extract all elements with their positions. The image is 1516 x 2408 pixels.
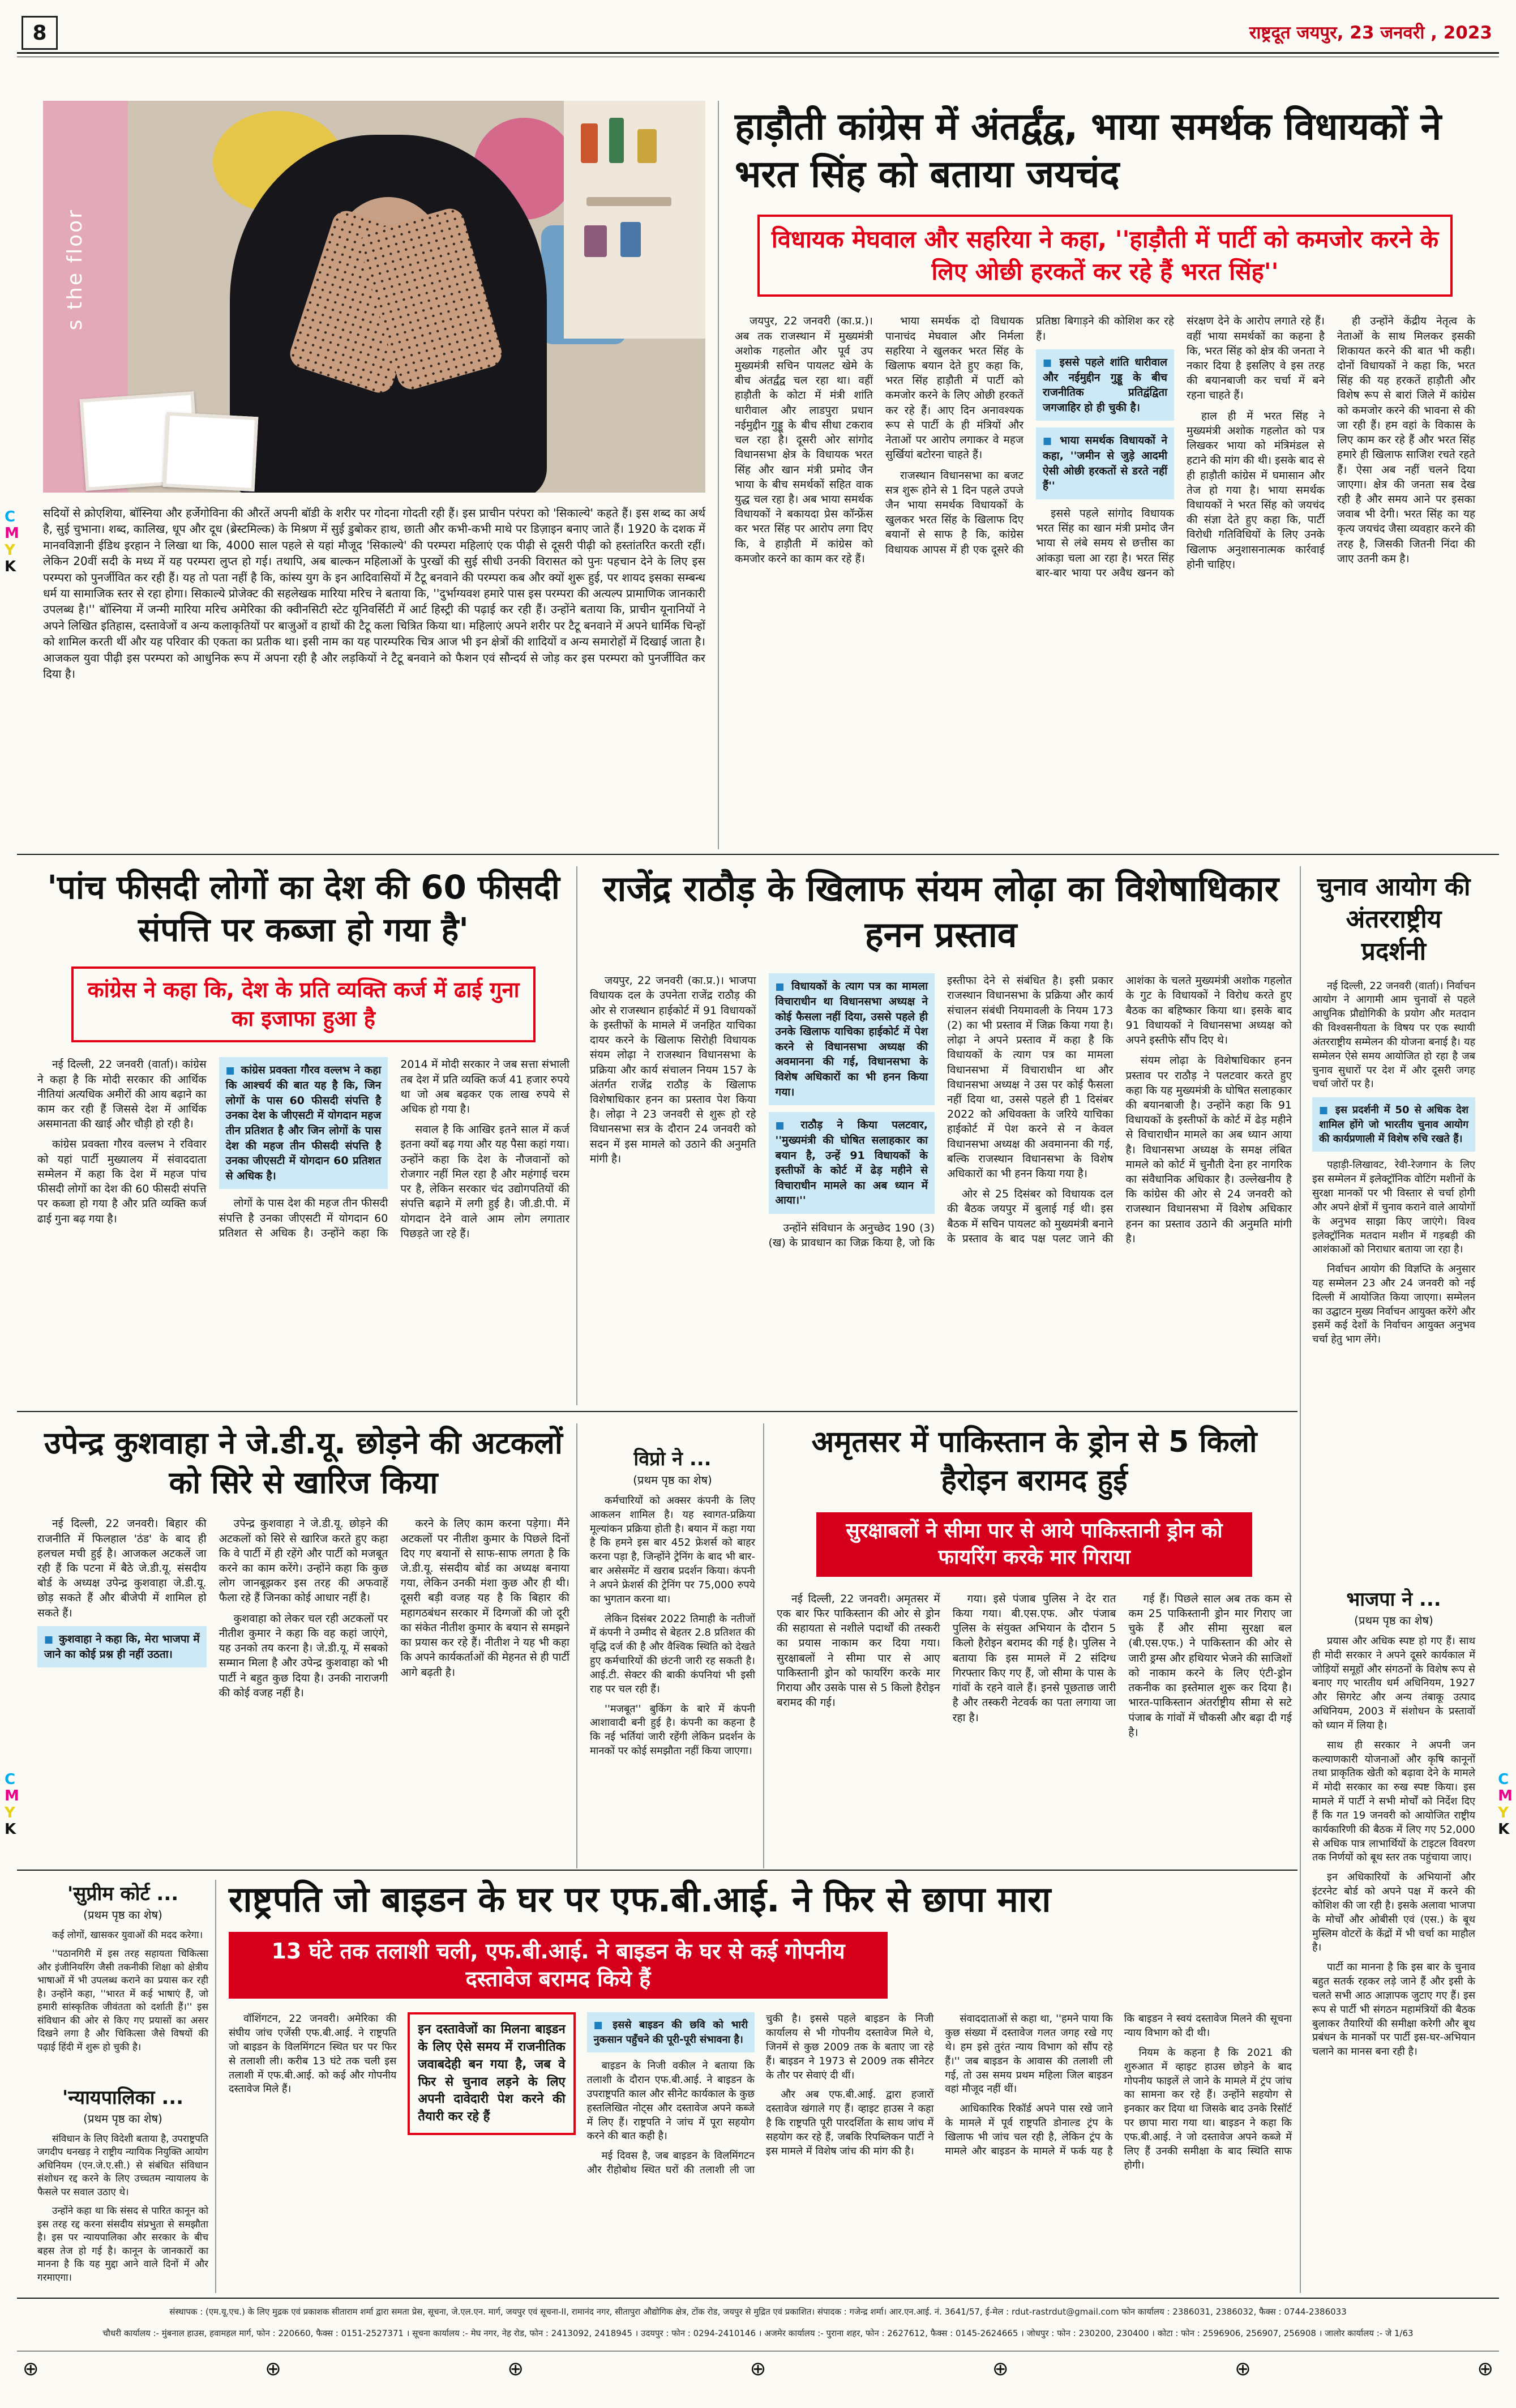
- paragraph: राजस्थान विधानसभा का बजट सत्र शुरू होने से 1 दिन पहले उपजे जैन भाया समर्थक विधायकों के खुलकर भरत सिंह के खिलाफ दिए बयानों से साफ है कि, कांग्रेस विधायक आपस में ही एक दूसरे की प्रतिष्ठा बिगाड़ने की कोशिश कर रहे हैं।: [885, 315, 1174, 556]
- biden-pull-box: इन दस्तावेजों का मिलना बाइडन के लिए ऐसे समय में राजनीतिक जवाबदेही बन गया है, जब वे फिर से चुनाव लड़ने के लिए अपनी दावेदारी पेश करने की तैयारी कर रहे हैं: [408, 2012, 575, 2135]
- paragraph: संविधान के लिए विदेशी बताया है, उपराष्ट्रपति जगदीप धनखड़ ने राष्ट्रीय न्यायिक नियुक्ति आयोग अधिनियम (एन.जे.ए.सी.) से संबंधित संविधान संशोधन रद्द करने के लिए उच्चतम न्यायालय के फैसले पर सवाल उठाए थे।: [37, 2133, 208, 2198]
- highlight-note: [1036, 427, 1174, 499]
- cmyk-print-mark: [5, 1772, 19, 1837]
- cmyk-print-mark: [1498, 1772, 1513, 1837]
- highlight-note: [1036, 349, 1174, 421]
- wealth-standfirst: कांग्रेस ने कहा कि, देश के प्रति व्यक्ति कर्ज में ढाई गुना का इजाफा हुआ है: [71, 966, 536, 1043]
- square-bullet-icon: ■: [775, 981, 786, 993]
- header-rule-thick: [17, 52, 1499, 54]
- registration-mark-icon: ⊕: [1235, 2358, 1251, 2380]
- wealth-headline: 'पांच फीसदी लोगों का देश की 60 फीसदी संपत्ति पर कब्जा हो गया है': [47, 868, 560, 949]
- paragraph: उन्होंने संविधान के अनुच्छेद 190 (3) (ख) के प्रावधान का जिक्र किया है, जो कि इस्तीफा देने से संबंधित है। इसी प्रकार राजस्थान विधानसभा के प्रक्रिया और कार्य संचालन संबंधी नियमावली के नियम 173 (2) का भी प्रस्ताव में जिक्र किया गया है। लोढ़ा ने अपने प्रस्ताव में कहा है कि विधायकों के त्याग पत्र का मामला विधानसभा में विचाराधीन था और विधानसभा अध्यक्ष ने उस पर कोई फैसला नहीं दिया था, उससे पहले ही 1 दिसंबर 2022 को अधिवक्ता के जरिये याचिका हाईकोर्ट में पेश करने से न केवल विधानसभा अध्यक्ष की अवमानना की गई, बल्कि राजस्थान विधानसभा के विशेष अधिकारों का भी हनन किया गया है।: [768, 974, 1114, 1250]
- biden-body: [229, 2012, 1292, 2307]
- article-supreme-court-continuation: [37, 1880, 208, 2060]
- cmyk-c: C: [1498, 1771, 1509, 1788]
- paragraph: कांग्रेस प्रवक्ता गौरव वल्लभ ने रविवार को यहां पार्टी मुख्यालय में संवाददाता सम्मेलन में कहा कि देश में महज पांच फीसदी लोगों का देश की 60 फीसदी संपत्ति पर कब्जा हो गया है और प्रति व्यक्ति कर्ज ढाई गुना बढ़ गया है।: [37, 1138, 207, 1225]
- section-rule: [17, 854, 1499, 855]
- paragraph: ''पठानगिरी में इस तरह सहायता चिकित्सा और इंजीनियरिंग जैसी तकनीकी शिक्षा को क्षेत्रीय भाषाओं में भी उपलब्ध कराने का प्रयास कर रही है। उन्होंने कहा, ''भारत में कई भाषाएं हैं, जो हमारी सांस्कृतिक जीवंतता को दर्शाती हैं।'' इस संविधान की ओर से किए गए प्रयासों का असर दिखने लगा है और चिकित्सा जैसे विषयों की पढ़ाई हिंदी में शुरू हो चुकी है।: [37, 1948, 208, 2053]
- article-kushwaha: [37, 1423, 569, 1872]
- biden-standfirst: 13 घंटे तक तलाशी चली, एफ.बी.आई. ने बाइडन के घर से कई गोपनीय दस्तावेज बरामद किये हैं: [229, 1932, 888, 1999]
- shelf-bottle: [637, 129, 657, 163]
- registration-mark-icon: ⊕: [992, 2358, 1009, 2380]
- lead-body: [735, 314, 1475, 856]
- article-biden-fbi: [229, 1877, 1292, 2307]
- highlight-note: [587, 2012, 755, 2052]
- paragraph: उन्होंने कहा था कि संसद से पारित कानून को इस तरह रद्द करना संसदीय संप्रभुता से समझौता है। इस पर न्यायपालिका और सरकार के बीच बहस तेज हो गई है। कानून के जानकारों का मानना है कि यह मुद्दा आने वाले दिनों में और गरमाएगा।: [37, 2205, 208, 2283]
- registration-mark-icon: ⊕: [507, 2358, 524, 2380]
- supreme-body: [37, 1929, 208, 2054]
- cmyk-c: C: [5, 508, 16, 525]
- bjp-title: भाजपा ने ...: [1346, 1588, 1441, 1611]
- supreme-subtitle: (प्रथम पृष्ठ का शेष): [83, 1908, 162, 1922]
- poster-text: s the floor: [63, 208, 87, 331]
- square-bullet-icon: ■: [593, 2020, 607, 2031]
- highlight-note: [769, 1112, 935, 1214]
- highlight-note: [1312, 1097, 1475, 1152]
- paragraph: पार्टी का मानना है कि इस बार के चुनाव बहुत सतर्क रहकर लड़े जाने हैं और इसी के चलते सभी आठ आज्ञापक जुटाए गए हैं। इस रूप से पार्टी भी संगठन महामंत्रियों की बैठक बुलाकर तैयारियों की समीक्षा करेगी और बूथ प्रबंधन के मानकों पर पार्टी इस-घर-अभियान चलाने का मानस बना रही है।: [1312, 1961, 1475, 2058]
- wipro-title: विप्रो ने ...: [633, 1448, 712, 1470]
- cmyk-y: Y: [5, 1804, 15, 1821]
- highlight-note: [769, 973, 935, 1105]
- shelf-bottle: [609, 118, 624, 163]
- highlight-text: विधायकों के त्याग पत्र का मामला विचाराधीन था विधानसभा अध्यक्ष ने कोई फैसला नहीं दिया, उससे पहले ही उनके खिलाफ याचिका हाईकोर्ट में पेश करने से विधानसभा अध्यक्ष की अवमानना की गई, विधानसभा के विशेष अधिकारों का भी हनन किया गया।: [775, 980, 928, 1098]
- judiciary-body: [37, 2133, 208, 2285]
- judiciary-subtitle: (प्रथम पृष्ठ का शेष): [83, 2112, 162, 2125]
- square-bullet-icon: ■: [44, 1633, 54, 1645]
- square-bullet-icon: ■: [1043, 435, 1055, 447]
- election-headline: चुनाव आयोग की अंतरराष्ट्रीय प्रदर्शनी: [1317, 872, 1471, 966]
- shelf-jar: [584, 225, 607, 257]
- article-wealth-congress: [37, 866, 569, 1404]
- paragraph: बाइडन के निजी वकील ने बताया कि तलाशी के दौरान एफ.बी.आई. ने बाइडन के उपराष्ट्रपति काल और सीनेट कार्यकाल के कुछ हस्तलिखित नोट्स और दस्तावेज अपने कब्जे में लिए हैं। राष्ट्रपति ने जांच में पूरा सहयोग करने की बात कही है।: [586, 2060, 755, 2142]
- paragraph: ''मजबूत'' बुकिंग के बारे में कंपनी आशावादी बनी हुई है। कंपनी का कहना है कि नई भर्तियां जारी रहेंगी लेकिन प्रदर्शन के मानकों पर कोई समझौता नहीं किया जाएगा।: [590, 1703, 755, 1757]
- paragraph: प्रयास और अधिक स्पष्ट हो गए हैं। साथ ही मोदी सरकार ने अपने दूसरे कार्यकाल में जोड़ियों समूहों और संगठनों के विशेष रूप से बनाए गए भारतीय धर्म अधिनियम, 1927 और सिगरेट और अन्य तंबाकू उत्पाद अधिनियम, 2003 में संशोधन के प्रस्तावों को ध्यान में लिया है।: [1312, 1635, 1475, 1731]
- paragraph: संयम लोढ़ा के विशेषाधिकार हनन प्रस्ताव पर राठौड़ ने पलटवार करते हुए कहा कि यह मुख्यमंत्री के घोषित सलाहकार की बयानबाजी है। उन्होंने कहा कि 91 विधायकों के इस्तीफों के कोर्ट में ढेड़ महीने से विचाराधीन मामले का अब ध्यान आया है। विधानसभा अध्यक्ष के समक्ष लंबित मामले को कोर्ट में चुनौती देना हर नागरिक का संवैधानिक अधिकार है। उल्लेखनीय है कि कांग्रेस की ओर से 24 जनवरी को राजस्थान विधानसभा में विशेष अधिकार हनन का प्रस्ताव उठाने की अनुमति मांगी है।: [1125, 1054, 1292, 1245]
- article-bjp-continuation: [1312, 1585, 1475, 2065]
- paragraph: कई लोगों, खासकर युवाओं की मदद करेगा।: [52, 1930, 203, 1941]
- wealth-body: [37, 1057, 569, 1404]
- article-amritsar-drone: [777, 1423, 1292, 1810]
- paragraph: ओर से 25 दिसंबर को विधायक दल की बैठक जयपुर में बुलाई गई थी। इस बैठक में सचिन पायलट को मुख्यमंत्री बनाने के प्रस्ताव के बाद पक्ष पलट जाने की आशंका के चलते मुख्यमंत्री अशोक गहलोत के गुट के विधायकों ने विरोध करते हुए बैठक का बहिष्कार किया था। इसके बाद 91 विधायकों ने विधानसभा अध्यक्ष को अपने इस्तीफे सौंप दिए थे।: [947, 974, 1292, 1245]
- registration-mark-icon: ⊕: [1477, 2358, 1493, 2380]
- paragraph: निर्वाचन आयोग की विज्ञप्ति के अनुसार यह सम्मेलन 23 और 24 जनवरी को नई दिल्ली में आयोजित किया जाएगा। सम्मेलन का उद्घाटन मुख्य निर्वाचन आयुक्त करेंगे और इसमें कई देशों के निर्वाचन आयुक्त अनुभव चर्चा हेतु भाग लेंगे।: [1312, 1263, 1475, 1346]
- photo-woman-henna-hands: [43, 101, 705, 493]
- article-rathore-privilege: [590, 866, 1292, 1393]
- paragraph: कर्मचारियों को अक्सर कंपनी के लिए आकलन शामिल है। यह स्वागत-प्रक्रिया मूल्यांकन प्रक्रिया होती है। बयान में कहा गया है कि हमने इस बार 452 फ्रेशर्स को बाहर करना पड़ा है, जिन्होंने ट्रेनिंग के बाद भी बार-बार असेसमेंट में खराब प्रदर्शन किया। कंपनी ने अपने फ्रेशर्स की ट्रेनिंग पर 75,000 रुपये का भुगतान करना था।: [590, 1495, 755, 1605]
- paragraph: वॉशिंगटन, 22 जनवरी। अमेरिका की संघीय जांच एजेंसी एफ.बी.आई. ने राष्ट्रपति जो बाइडन के विलमिंगटन स्थित घर पर फिर से तलाशी ली। करीब 13 घंटे तक चली इस तलाशी में एफ.बी.आई. को कई और गोपनीय दस्तावेज मिले हैं।: [229, 2013, 397, 2095]
- cmyk-m: M: [5, 525, 19, 542]
- paragraph: जयपुर, 22 जनवरी (का.प्र.)। भाजपा विधायक दल के उपनेता राजेंद्र राठौड़ की ओर से राजस्थान हाईकोर्ट में 91 विधायकों के इस्तीफों के मामले में जनहित याचिका दायर करने के खिलाफ सिरोही विधायक संयम लोढ़ा ने राजस्थान विधानसभा के प्रक्रिया और कार्य संचालन नियम 157 के अंतर्गत राजेंद्र राठौड़ के खिलाफ विशेषाधिकार हनन का प्रस्ताव पेश किया है। लोढ़ा ने 23 जनवरी से शुरू हो रहे विधानसभा सत्र के दौरान 24 जनवरी को सदन में इस मामले को उठाने की अनुमति मांगी है।: [590, 974, 756, 1165]
- registration-mark-icon: ⊕: [750, 2358, 766, 2380]
- rathore-headline: राजेंद्र राठौड़ के खिलाफ संयम लोढ़ा का विशेषाधिकार हनन प्रस्ताव: [603, 868, 1279, 955]
- paragraph: लोगों के पास देश की महज तीन फीसदी संपत्ति है उनका जीएसटी में योगदान 60 प्रतिशत से अधिक है। उन्होंने कहा कि 2014 में मोदी सरकार ने जब सत्ता संभाली तब देश में प्रति व्यक्ति कर्ज 41 हजार रुपये था जो अब बढ़कर एक लाख रुपये से अधिक हो गया है।: [219, 1058, 569, 1239]
- leaning-picture-frame: [163, 412, 259, 491]
- highlight-note: [219, 1057, 388, 1189]
- highlight-text: इससे पहले शांति धारीवाल और नईमुद्दीन गुड्डू के बीच राजनीतिक प्रतिद्वंद्विता जगजाहिर हो ही चुकी है।: [1043, 356, 1167, 414]
- registration-marks-row: [23, 2358, 1493, 2380]
- divider: [763, 1423, 764, 1868]
- paragraph: जयपुर, 22 जनवरी (का.प्र.)। अब तक राजस्थान में मुख्यमंत्री अशोक गहलोत और पूर्व उप मुख्यमंत्री सचिन पायलट खेमे के बीच अंतर्द्वंद्व चल रहा था। वहीं हाड़ौती के कोटा में मंत्री शांति धारीवाल और लाडपुरा प्रधान नईमुद्दीन गुड्डू के बीच सीधा टकराव चल रहा है। दूसरी ओर सांगोद विधानसभा क्षेत्र के विधायक भरत सिंह और खान मंत्री प्रमोद जैन भाया के बीच समर्थकों सहित वाक युद्ध चल रहा है। अब भाया समर्थक विधायकों ने बकायदा प्रेस कॉन्फ्रेंस कर भरत सिंह पर आरोप लगा दिए कि, वे हाड़ौती में कांग्रेस को कमजोर करने का काम कर रहे हैं।: [735, 315, 873, 565]
- bjp-body: [1312, 1635, 1475, 2059]
- paragraph: मई दिवस है, जब बाइडन के विलमिंगटन और रीहोबोथ स्थित घरों की तलाशी ली जा चुकी है। इससे पहले बाइडन के निजी कार्यालय से भी गोपनीय दस्तावेज मिले थे, जिनमें से कुछ 2009 तक के बताए जा रहे हैं। बाइडन ने 1973 से 2009 तक सीनेटर के तौर पर सेवाएं दी थीं।: [586, 2013, 934, 2176]
- election-body: [1312, 980, 1475, 1348]
- paragraph: हाल ही में भरत सिंह ने मुख्यमंत्री अशोक गहलोत को पत्र लिखकर भाया को मंत्रिमंडल से हटाने की मांग की थी। इसके बाद से ही हाड़ौती कांग्रेस में घमासान और तेज हो गया है। भाया समर्थक विधायकों ने भरत सिंह को जयचंद की संज्ञा देते हुए कहा कि, पार्टी विरोधी गतिविधियों के लिए उनके खिलाफ अनुशासनात्मक कार्रवाई होनी चाहिए।: [1187, 409, 1325, 571]
- paragraph: नई दिल्ली, 22 जनवरी। बिहार की राजनीति में फिलहाल 'ठंड' के बाद ही हलचल मची हुई है। आजकल अटकलें जा रही हैं कि पटना में बैठे जे.डी.यू. संसदीय बोर्ड के अध्यक्ष उपेन्द्र कुशवाहा जे.डी.यू. छोड़ सकते हैं और बीजेपी में शामिल हो सकते हैं।: [37, 1517, 207, 1619]
- paragraph: और अब एफ.बी.आई. द्वारा हजारों दस्तावेज खंगाले गए हैं। व्हाइट हाउस ने कहा है कि राष्ट्रपति पूरी पारदर्शिता के साथ जांच में सहयोग कर रहे हैं, जबकि रिपब्लिकन पार्टी ने इस मामले में विशेष जांच की मांग की है।: [765, 2089, 934, 2157]
- masthead: राष्ट्रदूत जयपुर, 23 जनवरी , 2023: [1249, 23, 1492, 43]
- imprint-line-1: संस्थापक : (एम.यू.एच.) के लिए मुद्रक एवं प्रकाशक सीताराम शर्मा द्वारा समता प्रेस, सूचना, जे.एल.एन. मार्ग, जयपुर एवं सूचना-II, रामानंद नगर, सीतापुरा औद्योगिक क्षेत्र, टोंक रोड, जयपुर से मुद्रित एवं प्रकाशित। संपादक : गजेन्द्र शर्मा। आर.एन.आई. नं. 3641/57, ई-मेल : rdut-rastrdut@gmail.com फोन कार्यालय : 2386031, 2386032, फैक्स : 0744-2386033: [169, 2307, 1347, 2317]
- supreme-title: 'सुप्रीम कोर्ट ...: [67, 1883, 179, 1905]
- highlight-text: इस प्रदर्शनी में 50 से अधिक देश शामिल होंगे जो भारतीय चुनाव आयोग की कार्यप्रणाली में विशेष रुचि रखते हैं।: [1319, 1104, 1468, 1145]
- divider: [215, 1880, 216, 2293]
- cmyk-print-mark: [5, 510, 19, 575]
- cmyk-y: Y: [1498, 1804, 1509, 1821]
- paragraph: कुशवाहा को लेकर चल रही अटकलों पर नीतीश कुमार ने कहा कि वह कहां जाएंगे, यह उनको तय करना है। जे.डी.यू. में सबको सम्मान मिला है और उपेन्द्र कुशवाहा को भी पार्टी ने बहुत कुछ दिया है। उनकी नाराजगी की कोई वजह नहीं है।: [219, 1612, 388, 1699]
- square-bullet-icon: ■: [1043, 357, 1054, 369]
- judiciary-title: 'न्यायपालिका ...: [62, 2086, 184, 2109]
- divider: [718, 101, 719, 849]
- highlight-text: कुशवाहा ने कहा कि, मेरा भाजपा में जाने का कोई प्रश्न ही नहीं उठता।: [44, 1632, 200, 1661]
- highlight-note: [37, 1626, 207, 1667]
- paragraph: साथ ही सरकार ने अपनी जन कल्याणकारी योजनाओं और कृषि कानूनों तथा प्राकृतिक खेती को बढ़ावा देने के मामले में मोदी सरकार का रुख स्पष्ट किया। इस मामले में पार्टी ने सभी मोर्चों को निर्देश दिए हैं कि गत 19 जनवरी को आयोजित राष्ट्रीय कार्यकारिणी की बैठक में लिए गए 52,000 से अधिक पात्र लाभार्थियों के टाइटल विवरण तक निर्णयों को बूथ स्तर तक पहुंचाया जाए।: [1312, 1739, 1475, 1864]
- highlight-text: कांग्रेस प्रवक्ता गौरव वल्लभ ने कहा कि आश्चर्य की बात यह है कि, जिन लोगों के पास 60 फीसदी संपत्ति है उनका देश के जीएसटी में योगदान महज तीन प्रतिशत है और जिन लोगों के पास देश की महज तीन फीसदी संपत्ति है उनका जीएसटी में योगदान 60 प्रतिशत से अधिक है।: [225, 1064, 382, 1182]
- paragraph: इन अधिकारियों के अभियानों और इंटरनेट बोर्ड को अपने पक्ष में करने की कोशिश की जा रही है। इसके अलावा भाजपा के मोर्चों और ओबीसी एवं (एस.) के बूथ मुस्लिम वोटरों के केंद्रों में भी चर्चा का माहौल है।: [1312, 1871, 1475, 1954]
- amritsar-standfirst: सुरक्षाबलों ने सीमा पार से आये पाकिस्तानी ड्रोन को फायरिंग करके मार गिराया: [816, 1512, 1252, 1577]
- wipro-body: [590, 1494, 755, 1759]
- kushwaha-body: [37, 1516, 569, 1872]
- paragraph: नई दिल्ली, 22 जनवरी। अमृतसर में एक बार फिर पाकिस्तान की ओर से ड्रोन की सहायता से नशीले पदार्थों की तस्करी का प्रयास नाकाम कर दिया गया। सुरक्षाबलों ने सीमा पार से आए पाकिस्तानी ड्रोन को फायरिंग करके मार गिराया और उसके पास से 5 किलो हैरोइन बरामद की गई।: [777, 1592, 940, 1709]
- paragraph: करने के लिए काम करना पड़ेगा। मैंने अटकलों पर नीतीश कुमार के पिछले दिनों दिए गए बयानों से साफ-साफ लगता है कि जे.डी.यू. संसदीय बोर्ड का अध्यक्ष बनाया गया, लेकिन उनकी मंशा कुछ और ही थी। दूसरी बड़ी वजह यह है कि बिहार की महागठबंधन सरकार में दिग्गजों की जो दूरी का संकेत नीतीश कुमार के बयान से समझने का प्रयास कर रहे हैं। नीतीश ने यह भी कहा कि अपने कार्यकर्ताओं की मेहनत से ही पार्टी आगे बढ़ती है।: [400, 1517, 569, 1679]
- shelf-bottle: [581, 123, 598, 163]
- cmyk-k: K: [5, 558, 16, 575]
- paragraph: सवाल है कि आखिर इतने साल में कर्ज इतना क्यों बढ़ गया और यह पैसा कहां गया। उन्होंने कहा कि देश के नौजवानों को रोजगार नहीं मिल रहा है और महंगाई चरम पर है, लेकिन सरकार चंद उद्योगपतियों की संपत्ति बढ़ाने में लगी हुई है। जी.डी.पी. में योगदान देने वाले आम लोग लगातार पिछड़ते जा रहे हैं।: [400, 1123, 569, 1240]
- amritsar-body: [777, 1592, 1292, 1810]
- article-judiciary-continuation: [37, 2084, 208, 2290]
- cmyk-k: K: [5, 1820, 16, 1838]
- biden-headline: राष्ट्रपति जो बाइडन के घर पर एफ.बी.आई. ने फिर से छापा मारा: [229, 1879, 1051, 1920]
- paragraph: नई दिल्ली, 22 जनवरी (वार्ता)। निर्वाचन आयोग ने आगामी आम चुनावों से पहले आधुनिक प्रौद्योगिकी के प्रयोग और मतदान की विश्वसनीयता के विषय पर एक स्थायी अंतरराष्ट्रीय सम्मेलन की योजना बनाई है। यह सम्मेलन ऐसे समय आयोजित हो रहा है जब चुनाव सुधारों पर देश में और दूसरी जगह चर्चा जोरों पर है।: [1312, 980, 1475, 1090]
- paragraph: संवाददाताओं से कहा था, ''हमने पाया कि कुछ संख्या में दस्तावेज गलत जगह रखे गए थे। हम इसे तुरंत न्याय विभाग को सौंप रहे हैं।'' जब बाइडन के आवास की तलाशी ली गई, तो उस समय प्रथम महिला जिल बाइडन वहां मौजूद नहीं थीं।: [945, 2013, 1113, 2095]
- divider: [576, 866, 577, 1405]
- lead-standfirst: विधायक मेघवाल और सहरिया ने कहा, ''हाड़ौती में पार्टी को कमजोर करने के लिए ओछी हरकतें कर रहे हैं भरत सिंह'': [757, 215, 1453, 297]
- imprint-line-2: चौधरी कार्यालय :- मुंबनाल हाउस, हवामहल मार्ग, फोन : 220660, फैक्स : 0151-2527371 । सूचना कार्यालय :- मेघ नगर, नेह रोड, फोन : 2413092, 2418945 । उदयपुर : फोन : 0294-2410146 । अजमेर कार्यालय :- पुराना शहर, फोन : 2627612, फैक्स : 0145-2624665 । जोधपुर : फोन : 230200, 230400 । कोटा : फोन : 2596906, 256907, 256908 । जालोर कार्यालय :- जे 1/63: [102, 2328, 1414, 2338]
- divider: [1300, 866, 1301, 2293]
- shelf-plank: [586, 197, 671, 206]
- bjp-subtitle: (प्रथम पृष्ठ का शेष): [1354, 1614, 1433, 1627]
- article-wipro-continuation: [590, 1445, 755, 1764]
- paragraph: गया। इसे पंजाब पुलिस ने देर रात किया गया। बी.एस.एफ. और पंजाब पुलिस के संयुक्त अभियान के दौरान 5 किलो हैरोइन बरामद की गई है। पुलिस ने बताया कि इस मामले में 2 संदिग्ध गिरफ्तार किए गए हैं, जो सीमा के पास के गांवों के रहने वाले हैं। इनसे पूछताछ जारी है और तस्करी नेटवर्क का पता लगाया जा रहा है।: [952, 1592, 1116, 1724]
- section-rule: [17, 1411, 1297, 1412]
- square-bullet-icon: ■: [775, 1120, 795, 1132]
- page-number: 8: [22, 16, 58, 50]
- lead-headline: हाड़ौती कांग्रेस में अंतर्द्वंद्व, भाया समर्थक विधायकों ने भरत सिंह को बताया जयचंद: [735, 105, 1442, 196]
- paragraph: नियम के कहना है कि 2021 की शुरुआत में व्हाइट हाउस छोड़ने के बाद गोपनीय फाइलें ले जाने के मामले में ट्रंप जांच का सामना कर रहे हैं। उन्होंने सहयोग से इनकार कर दिया था जिसके बाद उनके रिसॉर्ट पर छापा मारा गया था। बाइडन ने कहा कि एफ.बी.आई. ने जो दस्तावेज अपने कब्जे में लिए हैं उनकी समीक्षा के बाद स्थिति साफ होगी।: [1124, 2046, 1292, 2171]
- paragraph: उपेन्द्र कुशवाहा ने जे.डी.यू. छोड़ने की अटकलों को सिरे से खारिज करते हुए कहा कि वे पार्टी में ही रहेंगे और पार्टी को मजबूत करने का काम करेंगे। उन्होंने कहा कि कुछ लोग जानबूझकर इस तरह की अफवाहें फैला रहे हैं जिनका कोई आधार नहीं है।: [219, 1517, 388, 1605]
- cmyk-c: C: [5, 1771, 16, 1788]
- cmyk-m: M: [5, 1787, 19, 1805]
- photo-shelf: [564, 101, 705, 339]
- paragraph: इससे पहले सांगोद विधायक भरत सिंह का खान मंत्री प्रमोद जैन भाया से लंबे समय से छत्तीस का आंकड़ा चला आ रहा है। भरत सिंह बार-बार भाया पर अवैध खनन को संरक्षण देने के आरोप लगाते रहे हैं। वहीं भाया समर्थकों का कहना है कि, भरत सिंह को क्षेत्र की जनता ने नकार दिया है इसलिए वे इस तरह की बयानबाजी कर चर्चा में बने रहना चाहते हैं।: [1036, 315, 1325, 579]
- registration-mark-icon: ⊕: [265, 2358, 281, 2380]
- rathore-body: [590, 973, 1292, 1393]
- paragraph: नई दिल्ली, 22 जनवरी (वार्ता)। कांग्रेस ने कहा है कि मोदी सरकार की आर्थिक नीतियां अत्यधिक अमीरों की आय बढ़ाने का काम कर रही हैं जिससे देश में आर्थिक असमानता की खाई और चौड़ी हो रही है।: [37, 1058, 207, 1131]
- kushwaha-headline: उपेन्द्र कुशवाहा ने जे.डी.यू. छोड़ने की अटकलों को सिरे से खारिज किया: [44, 1425, 563, 1501]
- section-rule: [17, 1870, 1297, 1871]
- square-bullet-icon: ■: [225, 1065, 235, 1077]
- footer-rule: [17, 2298, 1499, 2299]
- article-election-expo: [1312, 871, 1475, 1353]
- paragraph: भाया समर्थक दो विधायक पानाचंद मेघवाल और निर्मला सहरिया ने खुलकर भरत सिंह के खिलाफ बयान देते हुए कहा कि, भरत सिंह हाड़ौती में पार्टी को कमजोर करने के लिए ओछी हरकतें कर रहे हैं। आए दिन अनावश्यक रूप से पार्टी के ही मंत्रियों और नेताओं पर आरोप लगाकर वे महज सुर्खियां बटोरना चाहते हैं।: [885, 315, 1023, 461]
- cmyk-k: K: [1498, 1820, 1510, 1838]
- highlight-text: इससे बाइडन की छवि को भारी नुकसान पहुँचने की पूरी-पूरी संभावना है।: [593, 2019, 748, 2046]
- square-bullet-icon: ■: [1319, 1105, 1330, 1117]
- paragraph: आधिकारिक रिकॉर्ड अपने पास रखे जाने के मामले में पूर्व राष्ट्रपति डोनाल्ड ट्रंप के खिलाफ भी जांच चल रही है, लेकिन ट्रंप के मामले और बाइडन के मामले में फर्क यह है कि बाइडन ने स्वयं दस्तावेज मिलने की सूचना न्याय विभाग को दी थी।: [945, 2013, 1292, 2157]
- wipro-subtitle: (प्रथम पृष्ठ का शेष): [633, 1473, 712, 1487]
- paragraph: गई हैं। पिछले साल अब तक कम से कम 25 पाकिस्तानी ड्रोन मार गिराए जा चुके हैं और सीमा सुरक्षा बल (बी.एस.एफ.) ने पाकिस्तान की ओर से जारी ड्रग्स और हथियार भेजने की साजिशों को नाकाम करने के लिए एंटी-ड्रोन तकनीक का इस्तेमाल शुरू कर दिया है। भारत-पाकिस्तान अंतर्राष्ट्रीय सीमा से सटे पंजाब के गांवों में चौकसी और बढ़ा दी गई है।: [1128, 1592, 1292, 1739]
- cmyk-y: Y: [5, 541, 15, 559]
- paragraph: ही उन्होंने केंद्रीय नेतृत्व के नेताओं के साथ मिलकर इसकी शिकायत करने की बात भी कही। दोनों विधायकों ने कहा कि, भरत सिंह की यह हरकतें हाड़ौती और विशेष रूप से बारां जिले में कांग्रेस को कमजोर करने की भावना से की जा रही हैं। हम वहां के विकास के लिए काम कर रहे हैं और भरत सिंह हमारे ही खिलाफ साजिश रचते रहते हैं। ऐसा अब नहीं चलने दिया जाएगा। क्षेत्र की जनता सब देख रही है और समय आने पर इसका जवाब भी देगी। भरत सिंह का यह कृत्य जयचंद जैसा व्यवहार करने की तरह है, जिसकी जितनी निंदा की जाए उतनी कम है।: [1337, 315, 1475, 565]
- highlight-text: भाया समर्थक विधायकों ने कहा, ''जमीन से जुड़े आदमी ऐसी ओछी हरकतों से डरते नहीं हैं'': [1043, 434, 1168, 493]
- photo-caption: सदियों से क्रोएशिया, बॉस्निया और हर्जेगोविना की औरतें अपनी बॉडी के शरीर पर गोदना गोदती रही हैं। इस प्राचीन परंपरा को 'सिकाल्ये' कहते हैं। इस शब्द का अर्थ है, सुई चुभाना। शब्द, कालिख, धूप और दूध (ब्रेस्टमिल्क) के मिश्रण में सुई डुबोकर हाथ, छाती और कभी-कभी माथे पर डिज़ाइन बनाए जाते हैं। 1920 के दशक में मानवविज्ञानी ईडिथ इरहान ने लिखा था कि, 4000 साल पहले से यहां मौजूद 'सिकाल्ये' की परम्परा महिलाएं एक पीढ़ी से दूसरी पीढ़ी को हस्तांतरित करती रहीं। लेकिन 20वीं सदी के मध्य में यह परम्परा लुप्त हो गई। तथापि, अब बाल्कन महिलाओं के पुरखों की सुई सीधी उनकी विरासत को पुनः पहचान देने के लिए इस परम्परा को पुनर्जीवित कर रही हैं। यह तो पता नहीं है कि, कांस्य युग के इन आदिवासियों में टैटू बनवाने की परम्परा कब और क्यों शुरू हुई, पर शायद इसका सम्बन्ध धर्म या सामाजिक स्तर से रहा होगा। सिकाल्ये प्रोजेक्ट की सहलेखक मारिया मरिच ने बताया कि, ''दुर्भाग्यवश हमारे पास इस परम्परा की अत्यल्प प्रामाणिक जानकारी उपलब्ध है।'' बॉस्निया में जन्मी मारिया मरिच अमेरिका की क्वीनसिटी स्टेट यूनिवर्सिटी में आर्ट हिस्ट्री की पढ़ाई कर रही हैं। उन्होंने बताया कि, प्राचीन यूनानियों ने अपने लिखित इतिहास, दस्तावेजों व अन्य कलाकृतियों पर बाजुओं व हाथों की टैटू कला चित्रित किया था। महिलाएं अपने शरीर पर टैटू बनवाने में अपने धार्मिक चिन्हों को शामिल करती थीं और यह परिवार की एकता का प्रतीक था। इसी नाम का यह पारम्परिक चित्र आज भी इन क्षेत्रों की शादियों व अन्य समारोहों में दिखाई जाता है। आजकल युवा पीढ़ी इस परम्परा को आधुनिक रूप में अपना रही है और लड़कियों ने टैटू बनवाने को फैशन एवं सौन्दर्य से जोड़ कर इस परम्परा को पुनर्जीवित कर दिया है।: [43, 506, 705, 681]
- divider: [576, 1423, 577, 1868]
- article-hadoti-congress: [735, 103, 1475, 856]
- amritsar-headline: अमृतसर में पाकिस्तान के ड्रोन से 5 किलो हैरोइन बरामद हुई: [811, 1425, 1257, 1498]
- registration-mark-icon: ⊕: [23, 2358, 39, 2380]
- shelf-jar: [620, 222, 641, 257]
- paragraph: पहाड़ी-लिखावट, रेवी-रेजगान के लिए इस सम्मेलन में इलेक्ट्रॉनिक वोटिंग मशीनों के सुरक्षा मानकों पर भी विस्तार से चर्चा होगी और अपने क्षेत्रों में चुनाव कराने वाले आयोगों के अनुभव साझा किए जाएंगे। विश्व इलेक्ट्रॉनिक मतदान मशीन में गड़बड़ी की आशंकाओं को निराधार बताया जा रहा है।: [1312, 1159, 1475, 1256]
- cmyk-m: M: [1498, 1787, 1513, 1805]
- highlight-text: राठौड़ ने किया पलटवार, ''मुख्यमंत्री की घोषित सलाहकार का बयान है, उन्हें 91 विधायकों के इस्तीफों के कोर्ट में ढेड़ महीने से विचाराधीन मामले का अब ध्यान में आया।'': [775, 1119, 928, 1207]
- paragraph: लेकिन दिसंबर 2022 तिमाही के नतीजों में कंपनी ने उम्मीद से बेहतर 2.8 प्रतिशत की वृद्धि दर्ज की है और वैश्विक स्थिति को देखते हुए कर्मचारियों की छंटनी जारी रह सकती है। आई.टी. सेक्टर की बाकी कंपनियां भी इसी राह पर चल रही हैं।: [590, 1613, 755, 1695]
